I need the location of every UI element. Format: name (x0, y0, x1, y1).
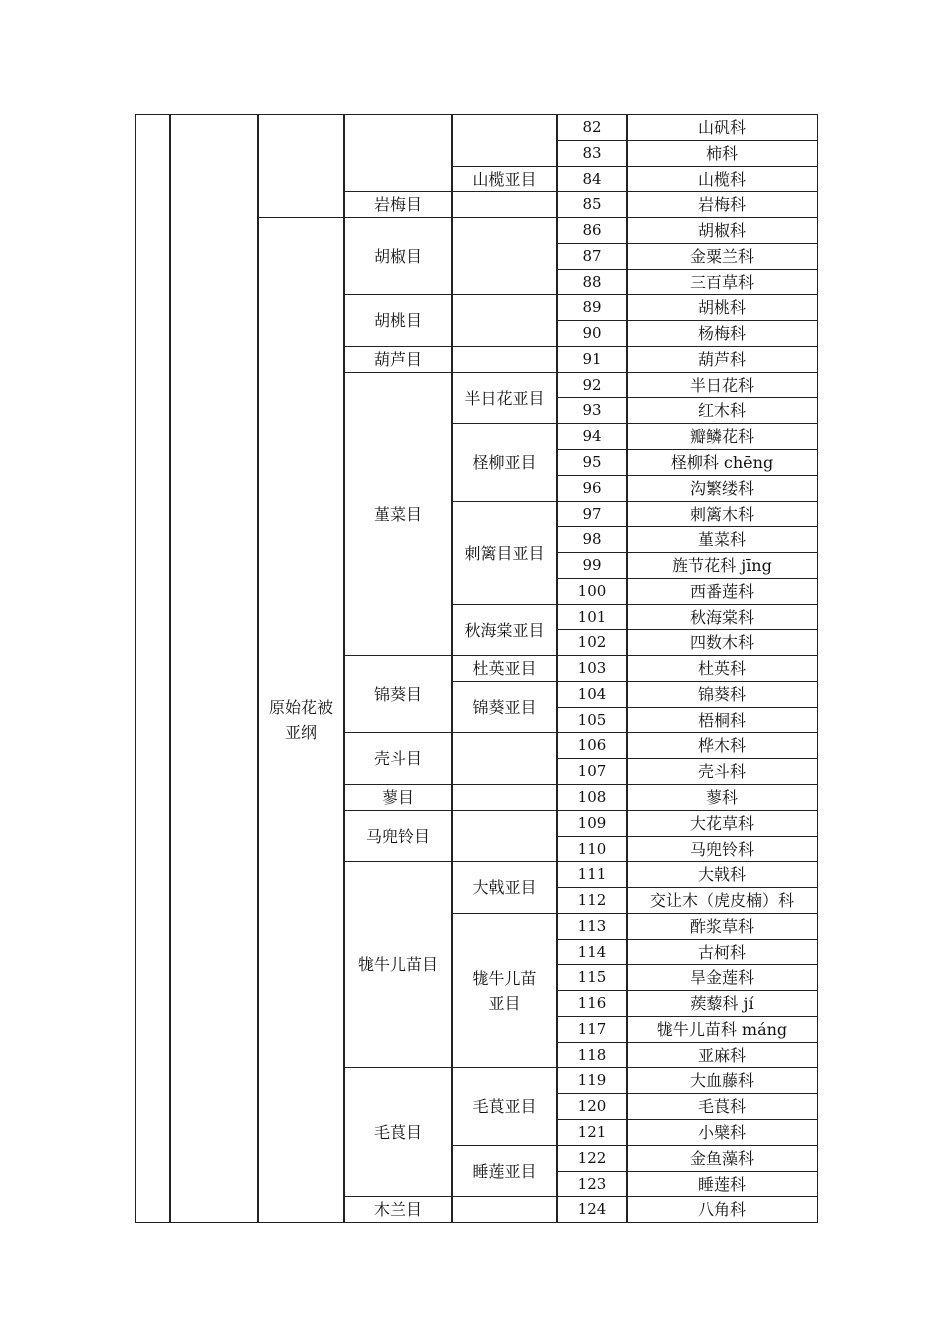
family-number: 115 (556, 964, 628, 991)
suborder-cell (451, 346, 558, 373)
family-number: 101 (556, 604, 628, 630)
suborder-cell: 半日花亚目 (451, 372, 558, 424)
family-name: 酢浆草科 (626, 913, 818, 940)
family-name: 八角科 (626, 1196, 818, 1223)
suborder-cell (451, 810, 558, 862)
family-name: 蓼科 (626, 784, 818, 811)
family-name: 金鱼藻科 (626, 1145, 818, 1172)
family-number: 98 (556, 526, 628, 553)
family-number: 90 (556, 320, 628, 347)
family-name: 堇菜科 (626, 526, 818, 553)
family-number: 102 (556, 629, 628, 656)
family-name: 旱金莲科 (626, 964, 818, 991)
order-cell: 毛茛目 (343, 1067, 453, 1197)
family-name: 古柯科 (626, 939, 818, 965)
order-cell: 牻牛儿苗目 (343, 861, 453, 1068)
family-name: 三百草科 (626, 269, 818, 295)
suborder-cell: 山榄亚目 (451, 166, 558, 192)
subclass-cell-continued (257, 114, 345, 218)
family-name: 旌节花科 jīng (626, 552, 818, 579)
order-cell: 葫芦目 (343, 346, 453, 373)
family-number: 84 (556, 166, 628, 192)
suborder-cell (451, 784, 558, 811)
family-name: 葫芦科 (626, 346, 818, 373)
order-cell: 堇菜目 (343, 372, 453, 656)
family-name: 刺篱木科 (626, 501, 818, 527)
family-number: 112 (556, 887, 628, 914)
family-name: 大花草科 (626, 810, 818, 837)
subclass-cell: 原始花被 亚纲 (257, 217, 345, 1223)
family-name: 胡椒科 (626, 217, 818, 244)
suborder-cell (451, 1196, 558, 1223)
family-number: 94 (556, 423, 628, 450)
family-number: 120 (556, 1093, 628, 1120)
order-cell: 马兜铃目 (343, 810, 453, 862)
family-number: 106 (556, 732, 628, 759)
family-number: 83 (556, 140, 628, 167)
order-cell: 木兰目 (343, 1196, 453, 1223)
family-number: 113 (556, 913, 628, 940)
family-name: 秋海棠科 (626, 604, 818, 630)
family-name: 柽柳科 chēng (626, 449, 818, 476)
family-number: 117 (556, 1016, 628, 1043)
order-cell: 蓼目 (343, 784, 453, 811)
family-number: 109 (556, 810, 628, 837)
suborder-cell: 杜英亚目 (451, 655, 558, 682)
family-name: 山榄科 (626, 166, 818, 192)
family-name: 杜英科 (626, 655, 818, 682)
order-cell (343, 114, 453, 192)
family-number: 107 (556, 758, 628, 785)
family-number: 86 (556, 217, 628, 244)
family-name: 山矾科 (626, 114, 818, 141)
family-name: 亚麻科 (626, 1042, 818, 1068)
suborder-cell (451, 294, 558, 347)
family-number: 114 (556, 939, 628, 965)
family-number: 89 (556, 294, 628, 321)
family-name: 金粟兰科 (626, 243, 818, 270)
family-name: 毛茛科 (626, 1093, 818, 1120)
family-number: 100 (556, 578, 628, 605)
family-name: 梧桐科 (626, 707, 818, 733)
family-name: 马兜铃科 (626, 836, 818, 862)
family-number: 99 (556, 552, 628, 579)
suborder-cell: 大戟亚目 (451, 861, 558, 914)
suborder-cell: 睡莲亚目 (451, 1145, 558, 1197)
family-name: 岩梅科 (626, 191, 818, 218)
family-name: 红木科 (626, 397, 818, 424)
family-number: 92 (556, 372, 628, 398)
family-number: 121 (556, 1119, 628, 1146)
family-name: 半日花科 (626, 372, 818, 398)
classification-table (135, 114, 817, 1222)
blank-column-a (135, 114, 171, 1223)
family-number: 111 (556, 861, 628, 888)
suborder-cell: 锦葵亚目 (451, 681, 558, 733)
family-name: 交让木（虎皮楠）科 (626, 887, 818, 914)
suborder-cell: 牻牛儿苗 亚目 (451, 913, 558, 1068)
order-cell: 锦葵目 (343, 655, 453, 733)
family-name: 西番莲科 (626, 578, 818, 605)
family-number: 96 (556, 475, 628, 502)
family-name: 四数木科 (626, 629, 818, 656)
family-number: 110 (556, 836, 628, 862)
family-name: 睡莲科 (626, 1171, 818, 1197)
family-name: 胡桃科 (626, 294, 818, 321)
order-cell: 岩梅目 (343, 191, 453, 218)
family-name: 壳斗科 (626, 758, 818, 785)
family-number: 119 (556, 1067, 628, 1094)
family-number: 97 (556, 501, 628, 527)
family-number: 91 (556, 346, 628, 373)
order-cell: 胡椒目 (343, 217, 453, 295)
family-name: 蒺藜科 jí (626, 990, 818, 1017)
blank-column-b (169, 114, 259, 1223)
family-name: 小檗科 (626, 1119, 818, 1146)
family-number: 123 (556, 1171, 628, 1197)
family-number: 116 (556, 990, 628, 1017)
family-number: 124 (556, 1196, 628, 1223)
family-number: 105 (556, 707, 628, 733)
family-number: 104 (556, 681, 628, 708)
family-number: 93 (556, 397, 628, 424)
family-name: 柿科 (626, 140, 818, 167)
order-cell: 胡桃目 (343, 294, 453, 347)
family-name: 锦葵科 (626, 681, 818, 708)
suborder-cell (451, 191, 558, 218)
family-name: 大戟科 (626, 861, 818, 888)
suborder-cell: 秋海棠亚目 (451, 604, 558, 656)
suborder-cell (451, 114, 558, 167)
order-cell: 壳斗目 (343, 732, 453, 785)
suborder-cell: 毛茛亚目 (451, 1067, 558, 1146)
family-number: 82 (556, 114, 628, 141)
family-name: 桦木科 (626, 732, 818, 759)
family-name: 杨梅科 (626, 320, 818, 347)
suborder-cell (451, 732, 558, 785)
family-name: 瓣鳞花科 (626, 423, 818, 450)
family-number: 85 (556, 191, 628, 218)
suborder-cell: 柽柳亚目 (451, 423, 558, 502)
family-number: 103 (556, 655, 628, 682)
suborder-cell: 刺篱目亚目 (451, 501, 558, 605)
family-number: 108 (556, 784, 628, 811)
family-number: 95 (556, 449, 628, 476)
family-name: 沟繁缕科 (626, 475, 818, 502)
family-name: 牻牛儿苗科 máng (626, 1016, 818, 1043)
family-number: 88 (556, 269, 628, 295)
family-number: 87 (556, 243, 628, 270)
suborder-cell (451, 217, 558, 295)
family-number: 118 (556, 1042, 628, 1068)
family-number: 122 (556, 1145, 628, 1172)
family-name: 大血藤科 (626, 1067, 818, 1094)
